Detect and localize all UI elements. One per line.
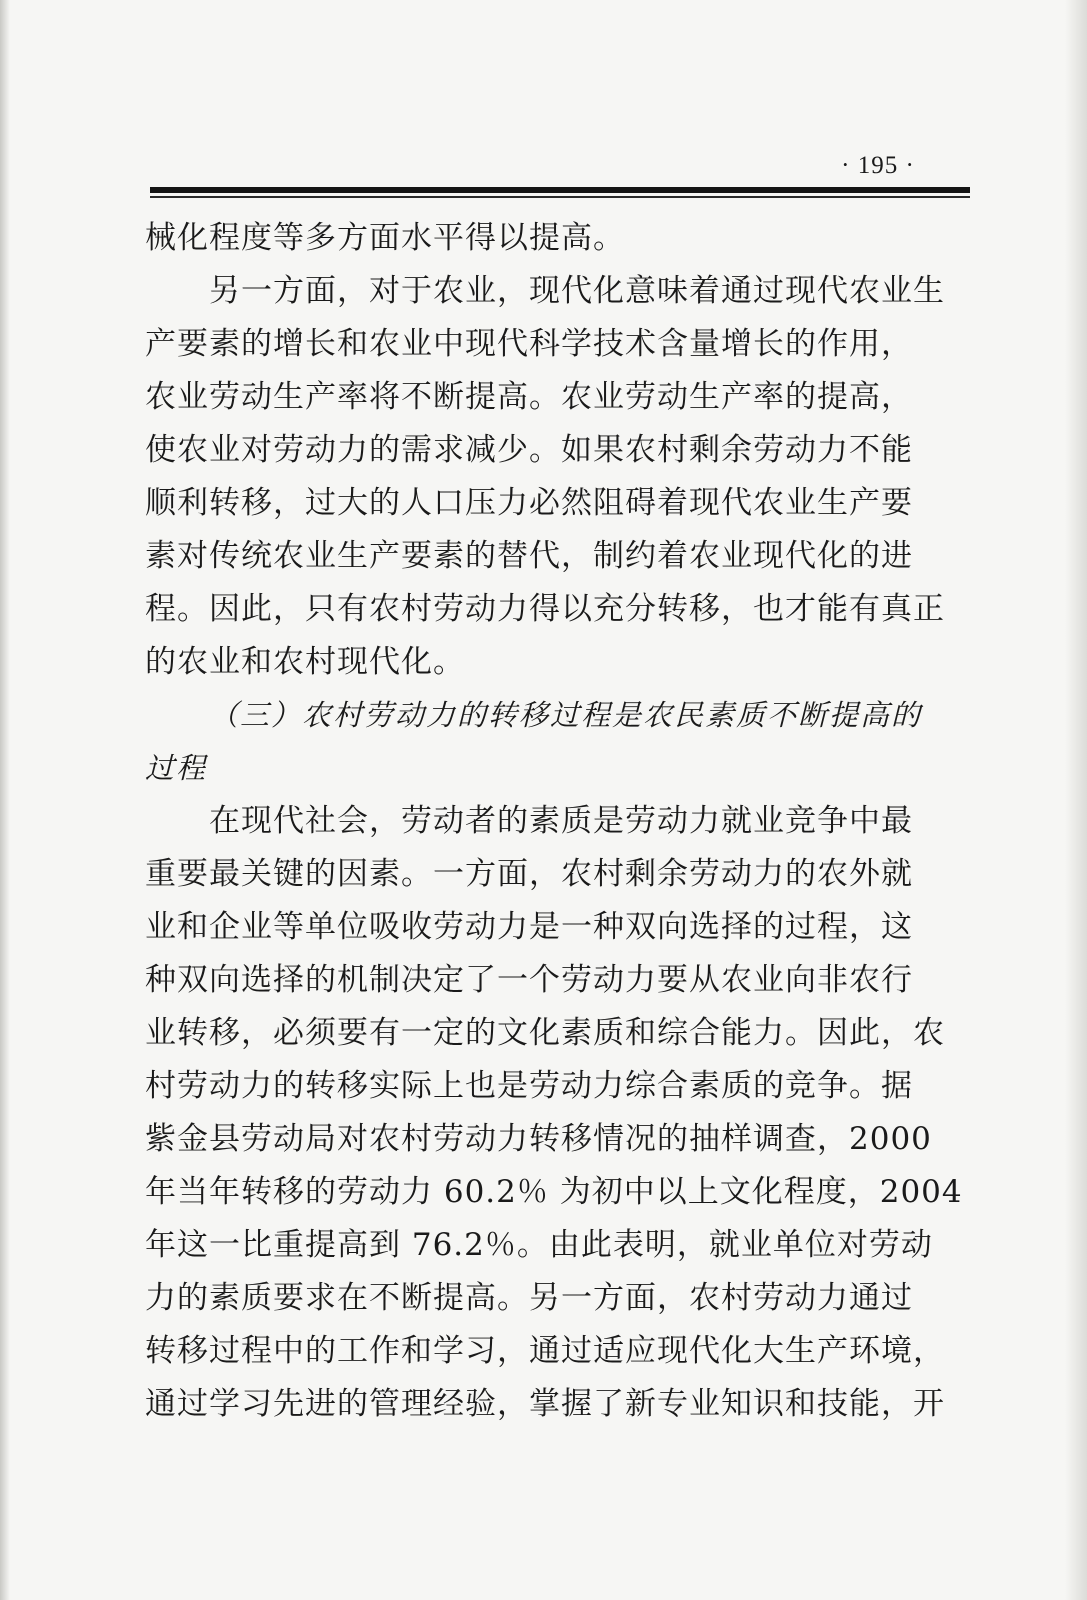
text-line: 另一方面，对于农业，现代化意味着通过现代农业生	[209, 273, 945, 309]
section-heading: （三）农村劳动力的转移过程是农民素质不断提高的	[209, 698, 923, 732]
text-line: 产要素的增长和农业中现代科学技术含量增长的作用，	[145, 326, 913, 362]
text-line: 素对传统农业生产要素的替代，制约着农业现代化的进	[145, 538, 913, 574]
text-line: 转移过程中的工作和学习，通过适应现代化大生产环境，	[145, 1333, 945, 1369]
text-line: 业和企业等单位吸收劳动力是一种双向选择的过程，这	[145, 909, 913, 945]
text-line: 年当年转移的劳动力 60.2％ 为初中以上文化程度，2004	[145, 1174, 963, 1210]
page-number: · 195 ·	[841, 152, 915, 179]
text-line: 紫金县劳动局对农村劳动力转移情况的抽样调查，2000	[145, 1121, 932, 1157]
page-left-edge	[0, 0, 10, 1600]
text-line: 业转移，必须要有一定的文化素质和综合能力。因此，农	[145, 1015, 945, 1051]
header-rule-thin	[150, 196, 970, 198]
text-line: 通过学习先进的管理经验，掌握了新专业知识和技能，开	[145, 1386, 945, 1422]
text-line: 村劳动力的转移实际上也是劳动力综合素质的竞争。据	[145, 1068, 913, 1104]
text-line: 农业劳动生产率将不断提高。农业劳动生产率的提高，	[145, 379, 913, 415]
page-right-edge	[1065, 0, 1087, 1600]
text-line: 在现代社会，劳动者的素质是劳动力就业竞争中最	[209, 803, 913, 839]
text-line: 顺利转移，过大的人口压力必然阻碍着现代农业生产要	[145, 485, 913, 521]
text-line: 的农业和农村现代化。	[145, 644, 465, 680]
text-line: 程。因此，只有农村劳动力得以充分转移，也才能有真正	[145, 591, 945, 627]
text-line: 种双向选择的机制决定了一个劳动力要从农业向非农行	[145, 962, 913, 998]
header-rule-thick	[150, 187, 970, 193]
text-line: 使农业对劳动力的需求减少。如果农村剩余劳动力不能	[145, 432, 913, 468]
text-line: 力的素质要求在不断提高。另一方面，农村劳动力通过	[145, 1280, 913, 1316]
body-text	[145, 212, 975, 1431]
section-heading-continued: 过程	[145, 751, 208, 785]
text-line: 年这一比重提高到 76.2％。由此表明，就业单位对劳动	[145, 1227, 933, 1263]
text-line: 械化程度等多方面水平得以提高。	[145, 220, 625, 256]
text-line: 重要最关键的因素。一方面，农村剩余劳动力的农外就	[145, 856, 913, 892]
